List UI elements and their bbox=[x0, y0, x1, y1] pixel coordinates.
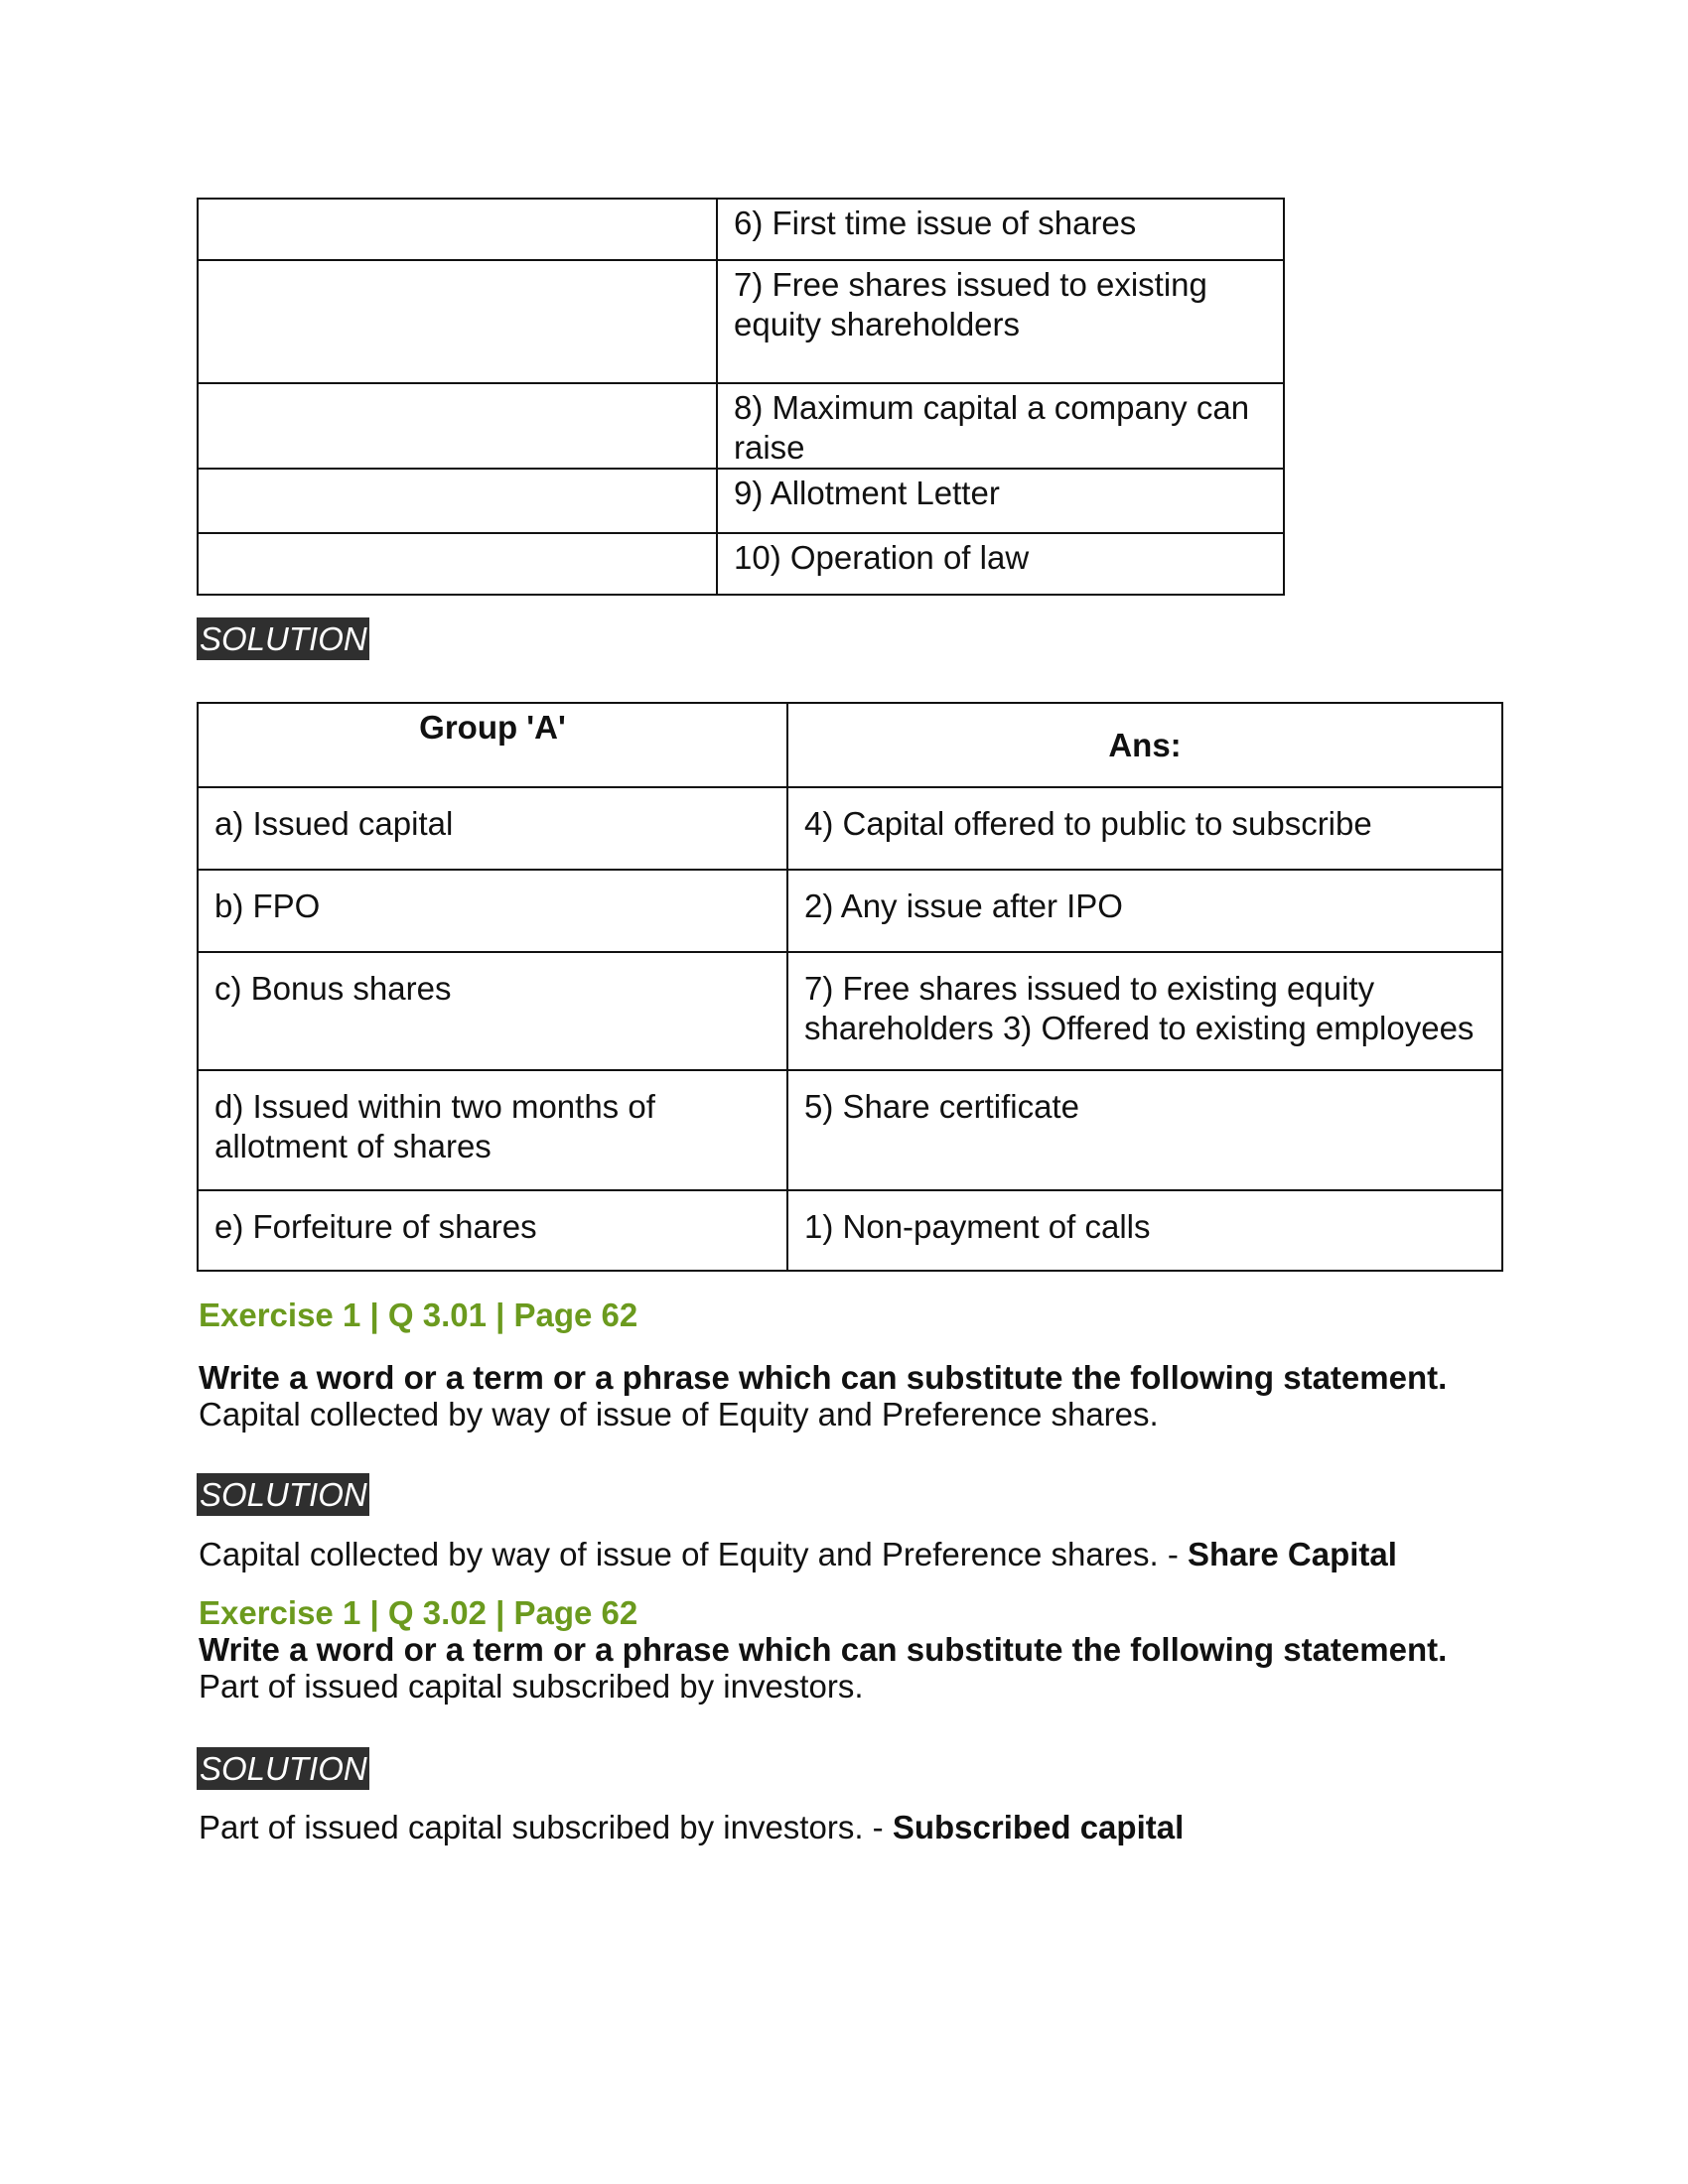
table-row bbox=[198, 1070, 1502, 1190]
table-cell-right: 9) Allotment Letter bbox=[717, 469, 1284, 533]
table-cell-left: d) Issued within two months of allotment of shares bbox=[198, 1070, 787, 1190]
answer-prefix: Capital collected by way of issue of Equity and Preference shares. - bbox=[199, 1536, 1189, 1572]
table-cell-left bbox=[198, 199, 717, 260]
table-row bbox=[198, 469, 1284, 533]
table-cell-left: e) Forfeiture of shares bbox=[198, 1190, 787, 1271]
exercise-instruction: Write a word or a term or a phrase which can substitute the following statement. bbox=[199, 1631, 1448, 1668]
table-cell-left bbox=[198, 469, 717, 533]
table-row bbox=[198, 260, 1284, 383]
table-cell-right: 7) Free shares issued to existing equity shareholders 3) Offered to existing employees bbox=[787, 952, 1502, 1070]
table-cell-left bbox=[198, 533, 717, 595]
exercise-heading: Exercise 1 | Q 3.01 | Page 62 bbox=[199, 1297, 638, 1333]
table-cell-right: 2) Any issue after IPO bbox=[787, 870, 1502, 952]
header-ans: Ans: bbox=[787, 703, 1502, 787]
match-table-continued bbox=[197, 198, 1285, 596]
table-cell-right: 6) First time issue of shares bbox=[717, 199, 1284, 260]
table-cell-left: a) Issued capital bbox=[198, 787, 787, 870]
table-row bbox=[198, 952, 1502, 1070]
exercise-heading: Exercise 1 | Q 3.02 | Page 62 bbox=[199, 1594, 638, 1631]
table-cell-right: 1) Non-payment of calls bbox=[787, 1190, 1502, 1271]
answer-term: Share Capital bbox=[1188, 1536, 1397, 1572]
solution-label: SOLUTION bbox=[197, 1473, 369, 1516]
exercise-statement: Part of issued capital subscribed by investors. bbox=[199, 1668, 864, 1705]
table-cell-left bbox=[198, 260, 717, 383]
table-row bbox=[198, 870, 1502, 952]
table-cell-left: c) Bonus shares bbox=[198, 952, 787, 1070]
table-cell-left bbox=[198, 383, 717, 469]
table-cell-right: 8) Maximum capital a company can raise bbox=[717, 383, 1284, 469]
exercise-answer bbox=[199, 1808, 1184, 1847]
answer-term: Subscribed capital bbox=[892, 1809, 1185, 1845]
table-row bbox=[198, 199, 1284, 260]
table-cell-right: 5) Share certificate bbox=[787, 1070, 1502, 1190]
solution-label: SOLUTION bbox=[197, 1747, 369, 1790]
table-cell-right: 7) Free shares issued to existing equity shareholders bbox=[717, 260, 1284, 383]
table-row bbox=[198, 383, 1284, 469]
exercise-instruction: Write a word or a term or a phrase which can substitute the following statement. bbox=[199, 1359, 1448, 1396]
table-header-row bbox=[198, 703, 1502, 787]
table-row bbox=[198, 787, 1502, 870]
table-cell-right: 4) Capital offered to public to subscribe bbox=[787, 787, 1502, 870]
table-cell-right: 10) Operation of law bbox=[717, 533, 1284, 595]
table-cell-left: b) FPO bbox=[198, 870, 787, 952]
header-group-a: Group 'A' bbox=[198, 703, 787, 787]
table-row bbox=[198, 533, 1284, 595]
solution-table bbox=[197, 702, 1503, 1272]
answer-prefix: Part of issued capital subscribed by investors. - bbox=[199, 1809, 893, 1845]
table-row bbox=[198, 1190, 1502, 1271]
exercise-answer bbox=[199, 1535, 1397, 1574]
solution-label: SOLUTION bbox=[197, 617, 369, 660]
exercise-statement: Capital collected by way of issue of Equity and Preference shares. bbox=[199, 1396, 1159, 1433]
